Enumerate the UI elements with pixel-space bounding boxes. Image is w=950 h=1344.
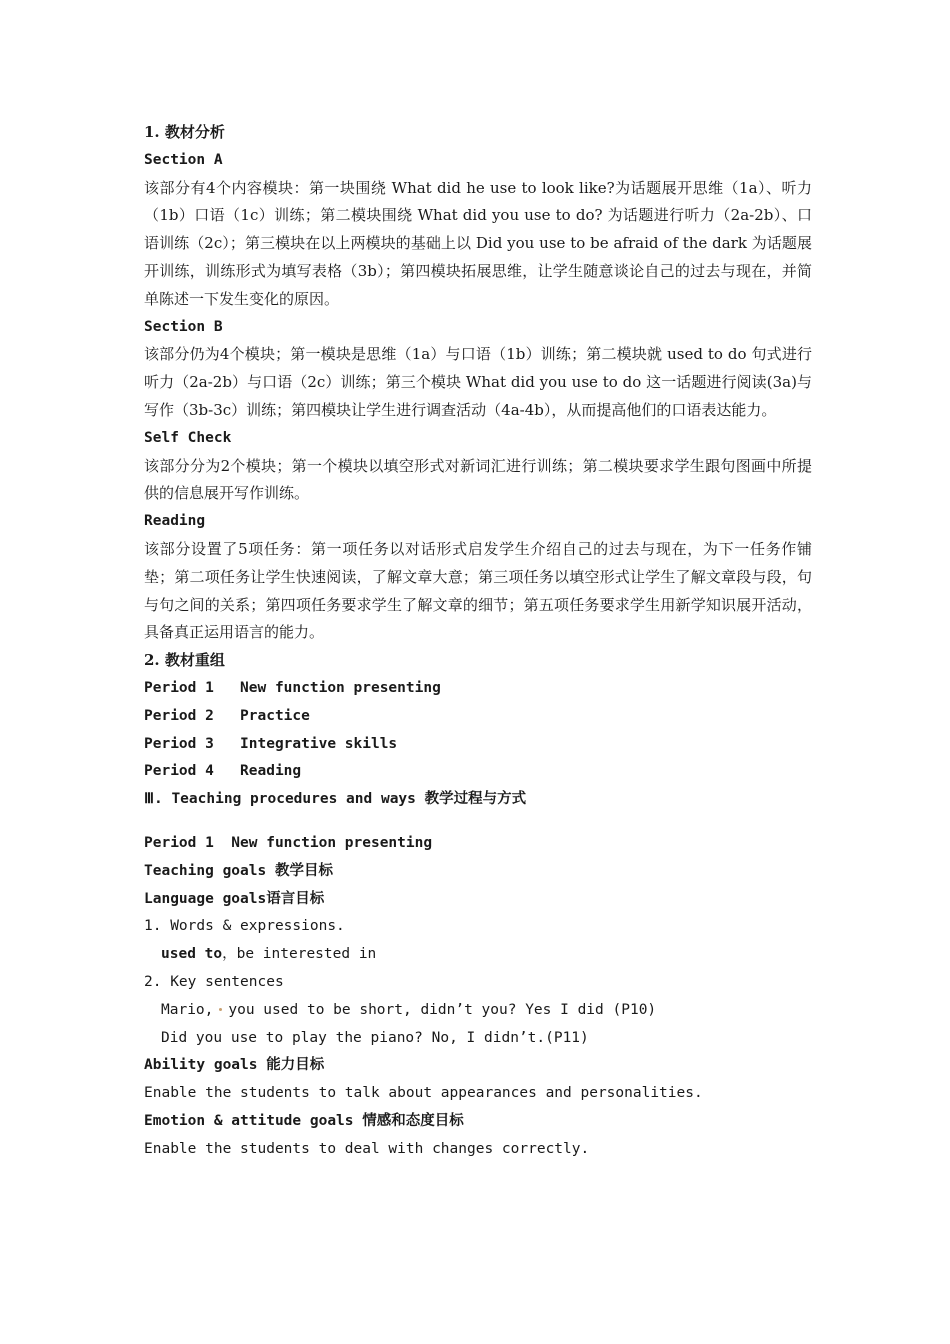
sentence-text: you used to be short, didn’t you? Yes I did (P10) [228,1001,657,1018]
period-item: Period 2 Practice [144,707,310,724]
language-goals-heading: Language goals语言目标 [144,890,325,907]
period-item: Period 3 Integrative skills [144,735,398,752]
section-heading-analysis: 1. 教材分析 [144,123,225,141]
key-sentences-label: 2. Key sentences [144,973,284,990]
spacer [144,814,812,830]
reading-title: Reading [144,513,206,530]
words-expressions-label: 1. Words & expressions. [144,918,345,935]
section-a-text: 该部分有4个内容模块：第一块围绕 What did he use to look like?为话题展开思维（1a）、听力（1b）口语（1c）训练；第二模块围绕 What did you use to do? 为话题进行听力（2a-2b）、口语训练（2c）；第三模块在以上两模块的基础上以 Did you use to be afraid of the dark 为话题展开训练，训练形式为填写表格（3b）；第四模块拓展思维，让学生随意谈论自己的过去与现在，并简单陈述一下发生变化的原因。 [144,178,812,308]
teaching-goals-heading: Teaching goals 教学目标 [144,862,333,879]
key-sentence-1 [144,997,812,1025]
section-b-title: Section B [144,318,223,335]
self-check-title: Self Check [144,429,232,446]
ability-goals-heading: Ability goals 能力目标 [144,1057,325,1074]
section-a-title: Section A [144,151,223,168]
section-heading-reorganization: 2. 教材重组 [144,651,225,670]
words-rest: ，be interested in [222,946,377,963]
ability-goals-text: Enable the students to talk about appearances and personalities. [144,1085,703,1102]
document-page [144,119,812,1163]
period1-title: Period 1 New function presenting [144,834,433,851]
reading-text: 该部分设置了5项任务：第一项任务以对话形式启发学生介绍自己的过去与现在，为下一任务作铺垫；第二项任务让学生快速阅读，了解文章大意；第三项任务以填空形式让学生了解文章段与段，句与句之间的关系；第四项任务要求学生了解文章的细节；第五项任务要求学生用新学知识展开活动，具备真正运用语言的能力。 [144,539,812,642]
period-item: Period 4 Reading [144,763,302,780]
words-expressions-line [144,941,812,969]
sentence-name: Mario, [161,1001,214,1018]
emotion-goals-text: Enable the students to deal with changes correctly. [144,1140,590,1157]
margin-mark-icon [219,1008,222,1011]
period-item: Period 1 New function presenting [144,679,441,696]
emotion-goals-heading: Emotion & attitude goals 情感和态度目标 [144,1112,464,1129]
self-check-text: 该部分分为2个模块；第一个模块以填空形式对新词汇进行训练；第二模块要求学生跟句图画中所提供的信息展开写作训练。 [144,456,812,503]
used-to-phrase: used to [161,946,223,963]
key-sentence-2: Did you use to play the piano? No, I didn’t.(P11) [161,1029,589,1046]
section-b-text: 该部分仍为4个模块；第一模块是思维（1a）与口语（1b）训练；第二模块就 used to do 句式进行听力（2a-2b）与口语（2c）训练；第三个模块 What did you use to do 这一话题进行阅读(3a)与写作（3b-3c）训练；第四模块让学生进行调查活动（4a-4b），从而提高他们的口语表达能力。 [144,345,812,419]
section-heading-procedures: Ⅲ. Teaching procedures and ways 教学过程与方式 [144,791,527,808]
